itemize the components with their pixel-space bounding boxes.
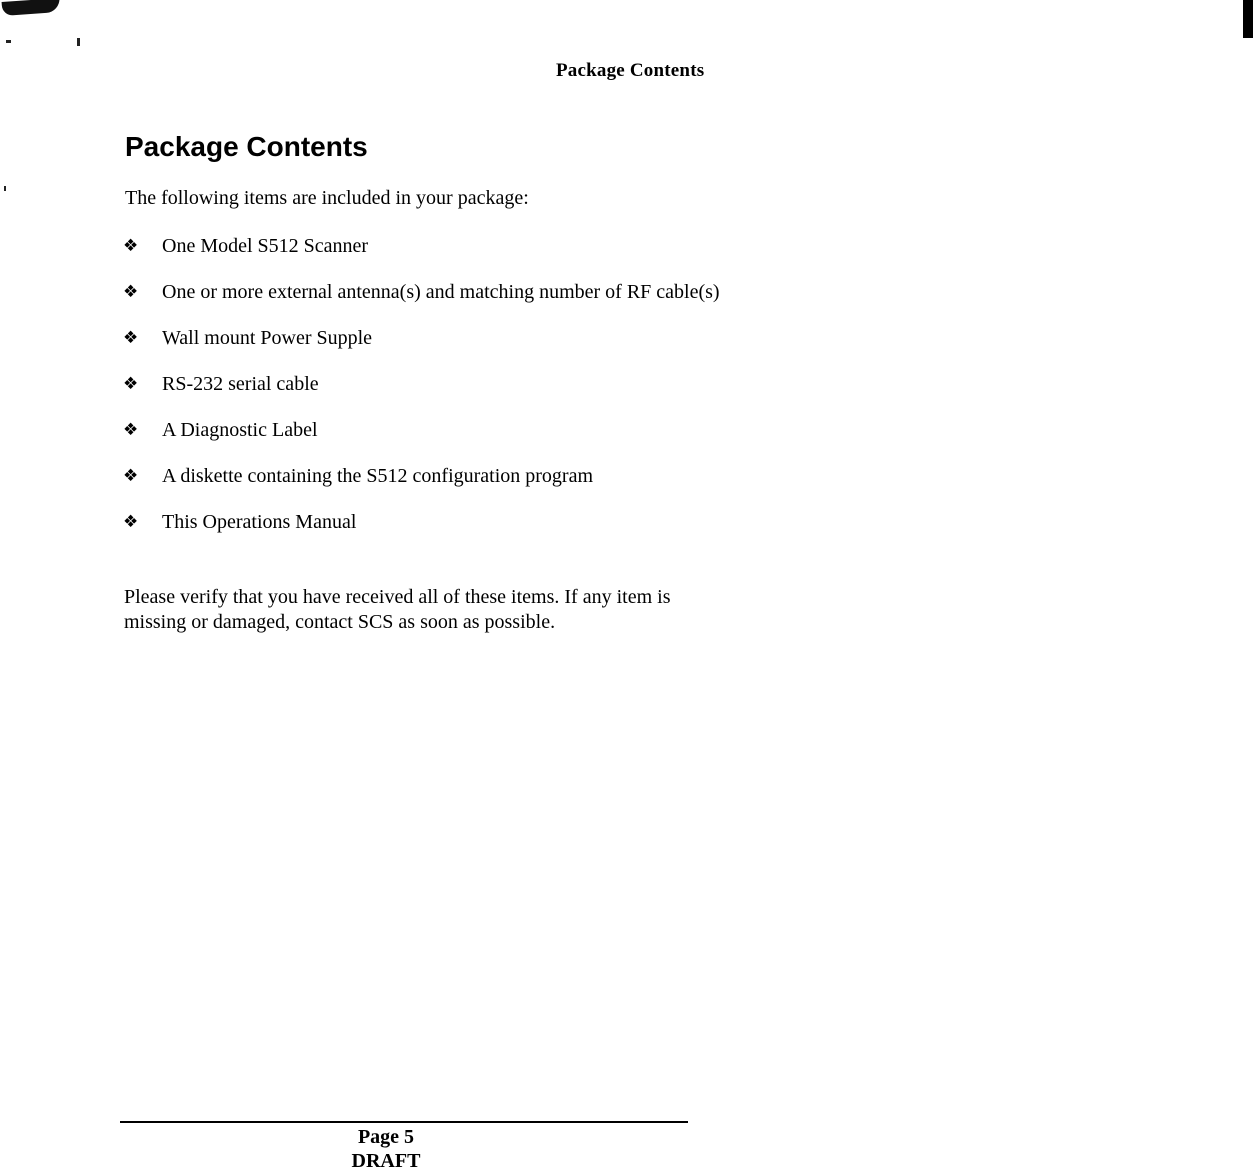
running-header: Package Contents: [556, 60, 705, 81]
list-item-text: Wall mount Power Supple: [162, 327, 373, 349]
diamond-bullet-icon: ❖: [123, 420, 139, 440]
page-footer: [120, 1125, 800, 1173]
list-item: [123, 280, 733, 304]
diamond-bullet-icon: ❖: [123, 328, 139, 348]
list-item: [123, 510, 733, 534]
scan-smudge: [2, 0, 61, 16]
scan-edge-mark: [1243, 0, 1253, 38]
list-item-text: A Diagnostic Label: [162, 419, 318, 441]
list-item-text: One or more external antenna(s) and matching number of RF cable(s): [162, 281, 720, 303]
diamond-bullet-icon: ❖: [123, 466, 139, 486]
footer-divider: [120, 1121, 688, 1123]
draft-label: DRAFT: [351, 1150, 421, 1172]
list-item: [123, 326, 733, 350]
list-item: [123, 418, 733, 442]
diamond-bullet-icon: ❖: [123, 236, 139, 256]
page-title: Package Contents: [125, 131, 368, 162]
diamond-bullet-icon: ❖: [123, 512, 139, 532]
list-item: [123, 234, 733, 258]
list-item-text: A diskette containing the S512 configuration program: [162, 465, 594, 487]
list-item: [123, 372, 733, 396]
intro-paragraph: The following items are included in your package:: [125, 187, 529, 209]
scan-speck: [77, 38, 80, 46]
contents-list: [123, 234, 733, 556]
list-item-text: This Operations Manual: [162, 511, 357, 533]
scan-speck: [6, 40, 11, 43]
list-item: [123, 464, 733, 488]
list-item-text: One Model S512 Scanner: [162, 235, 369, 257]
diamond-bullet-icon: ❖: [123, 282, 139, 302]
list-item-text: RS-232 serial cable: [162, 373, 319, 395]
diamond-bullet-icon: ❖: [123, 374, 139, 394]
scan-speck: [4, 186, 6, 191]
closing-paragraph: Please verify that you have received all of these items. If any item is missing or damaged, contact SCS as soon as possible.: [124, 586, 671, 633]
page-number: Page 5: [357, 1126, 415, 1148]
